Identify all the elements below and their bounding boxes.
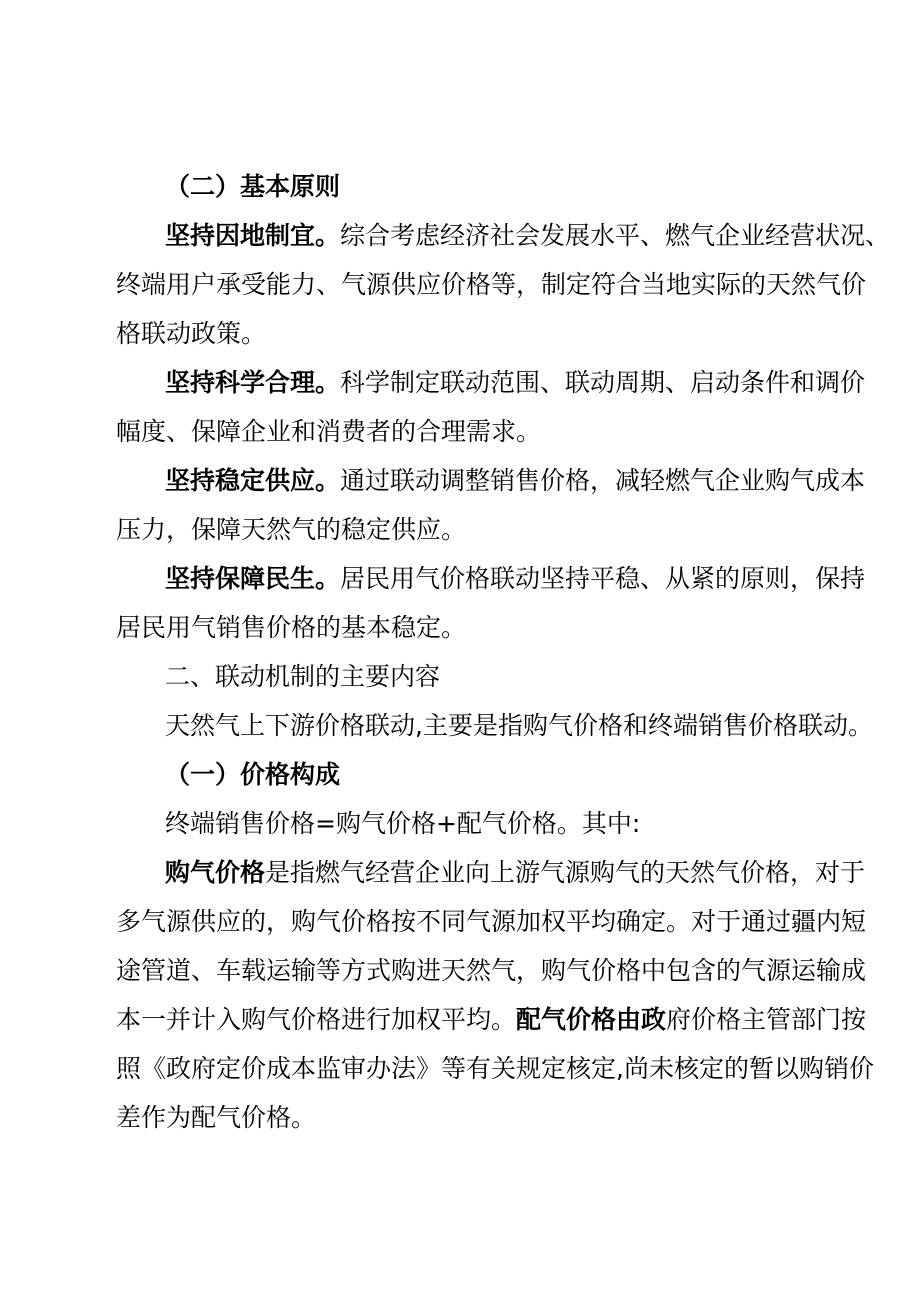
purchase-price-lead: 购气价格 [165,858,266,887]
purchase-price-line-6: 差作为配气价格。 [116,1103,317,1132]
purchase-price-line-4-end: 府价格主管部门按 [666,1005,867,1034]
purchase-price-text: 是指燃气经营企业向上游气源购气的天然气价格，对于 [265,858,866,887]
principle-4-lead: 坚持保障民生。 [165,564,341,593]
principle-2-lead: 坚持科学合理。 [165,368,341,397]
principle-1-lead: 坚持因地制宜。 [165,221,341,250]
purchase-price-line-5: 照《政府定价成本监审办法》等有关规定核定,尚未核定的暂以购销价 [116,1054,874,1083]
purchase-price-line-3: 途管道、车载运输等方式购进天然气，购气价格中包含的气源运输成 [116,956,867,985]
principle-1-line-3: 格联动政策。 [116,319,267,348]
heading-basic-principles: （二）基本原则 [165,172,341,201]
principle-2-line-2: 幅度、保障企业和消费者的合理需求。 [116,417,542,446]
purchase-price-line-4 [116,1004,866,1036]
principle-3-line-1 [165,465,865,497]
principle-1-text: 综合考虑经济社会发展水平、燃气企业经营状况、 [340,221,891,250]
principle-3-text: 通过联动调整销售价格，减轻燃气企业购气成本 [340,466,866,495]
principle-4-line-2: 居民用气销售价格的基本稳定。 [116,613,467,642]
principle-3-lead: 坚持稳定供应。 [165,466,341,495]
principle-2-text: 科学制定联动范围、联动周期、启动条件和调价 [340,368,866,397]
purchase-price-line-4-start: 本一并计入购气价格进行加权平均。 [116,1005,517,1034]
principle-1-line-2: 终端用户承受能力、气源供应价格等，制定符合当地实际的天然气价 [116,270,867,299]
principle-2-line-1 [165,367,865,399]
principle-1-line-1 [165,220,890,252]
purchase-price-line-2: 多气源供应的，购气价格按不同气源加权平均确定。对于通过疆内短 [116,907,867,936]
principle-4-text: 居民用气价格联动坚持平稳、从紧的原则，保持 [340,564,866,593]
heading-price-composition: （一）价格构成 [165,760,341,789]
purchase-price-line-1 [165,857,865,889]
main-content-intro: 天然气上下游价格联动,主要是指购气价格和终端销售价格联动。 [165,711,873,740]
distribution-price-lead: 配气价格由政 [516,1005,667,1034]
price-formula: 终端销售价格=购气价格+配气价格。其中: [165,809,641,838]
principle-3-line-2: 压力，保障天然气的稳定供应。 [116,515,467,544]
principle-4-line-1 [165,563,865,595]
heading-main-content: 二、联动机制的主要内容 [165,662,441,691]
